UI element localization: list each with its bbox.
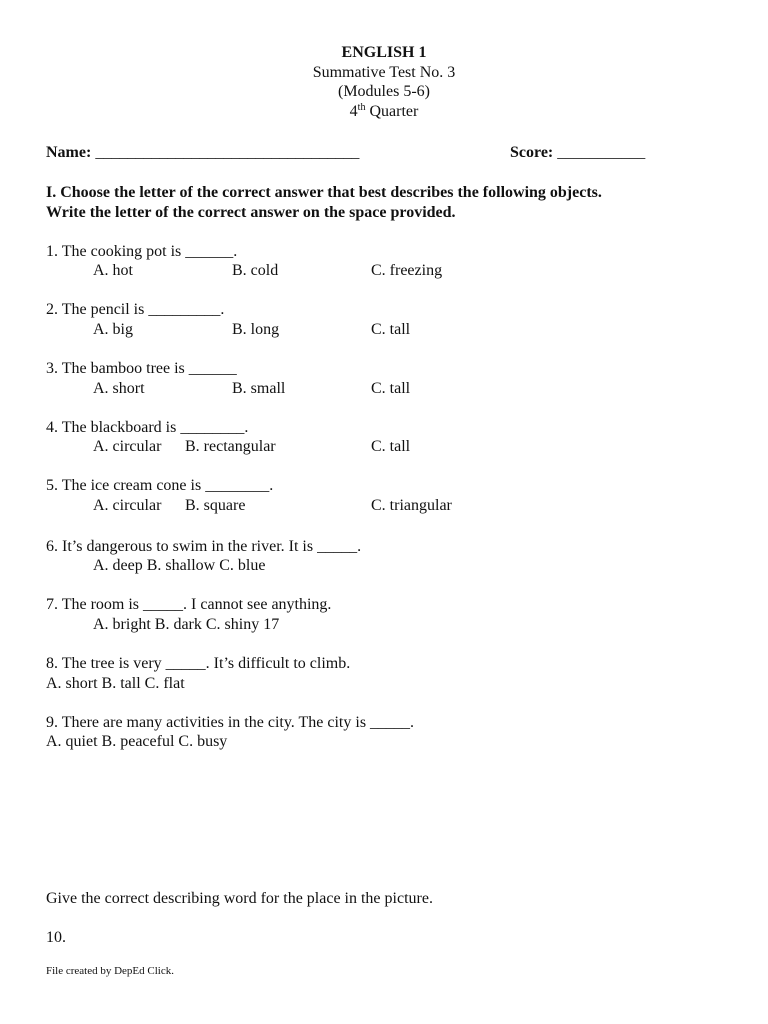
quarter-label: [0, 102, 768, 122]
picture-instruction: Give the correct describing word for the place in the picture.: [46, 890, 433, 907]
quarter-word: Quarter: [365, 102, 419, 120]
question-8: 8. The tree is very _____. It’s difficult to climb.: [46, 655, 351, 672]
q3-option-b: B. small: [232, 380, 286, 397]
question-4: 4. The blackboard is ________.: [46, 419, 249, 436]
q5-option-c: C. triangular: [371, 497, 452, 514]
score-label: Score:: [510, 144, 554, 161]
q3-option-c: C. tall: [371, 380, 411, 397]
q1-option-b: B. cold: [232, 262, 279, 279]
q4-option-b: B. rectangular: [185, 438, 276, 455]
quarter-suffix: th: [357, 101, 366, 113]
q8-options: A. short B. tall C. flat: [46, 675, 185, 692]
instruction-line-1: I. Choose the letter of the correct answer that best describes the following objects.: [46, 184, 602, 201]
q1-option-c: C. freezing: [371, 262, 443, 279]
score-line[interactable]: ___________: [557, 144, 646, 161]
name-line[interactable]: _________________________________: [95, 144, 360, 161]
file-credit: File created by DepEd Click.: [46, 965, 174, 977]
item-10-label: 10.: [46, 929, 66, 946]
question-5: 5. The ice cream cone is ________.: [46, 477, 274, 494]
q2-option-c: C. tall: [371, 321, 411, 338]
section-instructions: [46, 183, 736, 222]
question-7: 7. The room is _____. I cannot see anything.: [46, 596, 332, 613]
question-9: 9. There are many activities in the city. The city is _____.: [46, 714, 415, 731]
q9-options: A. quiet B. peaceful C. busy: [46, 733, 228, 750]
q3-option-a: A. short: [93, 380, 145, 397]
question-1: 1. The cooking pot is ______.: [46, 243, 238, 260]
question-6: 6. It’s dangerous to swim in the river. It is _____.: [46, 538, 362, 555]
document-title: ENGLISH 1: [341, 44, 427, 61]
q1-option-a: A. hot: [93, 262, 133, 279]
q5-option-a: A. circular: [93, 497, 162, 514]
name-label: Name:: [46, 144, 92, 161]
q2-option-a: A. big: [93, 321, 133, 338]
q2-option-b: B. long: [232, 321, 280, 338]
q4-option-a: A. circular: [93, 438, 162, 455]
name-field[interactable]: [46, 143, 359, 162]
question-2: 2. The pencil is _________.: [46, 301, 225, 318]
q6-options: A. deep B. shallow C. blue: [93, 557, 266, 574]
modules-label: (Modules 5-6): [338, 83, 430, 100]
question-3: 3. The bamboo tree is ______: [46, 360, 237, 377]
instruction-line-2: Write the letter of the correct answer on the space provided.: [46, 203, 456, 221]
document-subtitle: Summative Test No. 3: [312, 63, 456, 81]
q7-options: A. bright B. dark C. shiny 17: [93, 616, 280, 633]
q5-option-b: B. square: [185, 497, 246, 514]
score-field[interactable]: [510, 143, 645, 162]
q4-option-c: C. tall: [371, 438, 411, 455]
quarter-number: 4: [349, 102, 358, 120]
document-header: [0, 43, 768, 121]
